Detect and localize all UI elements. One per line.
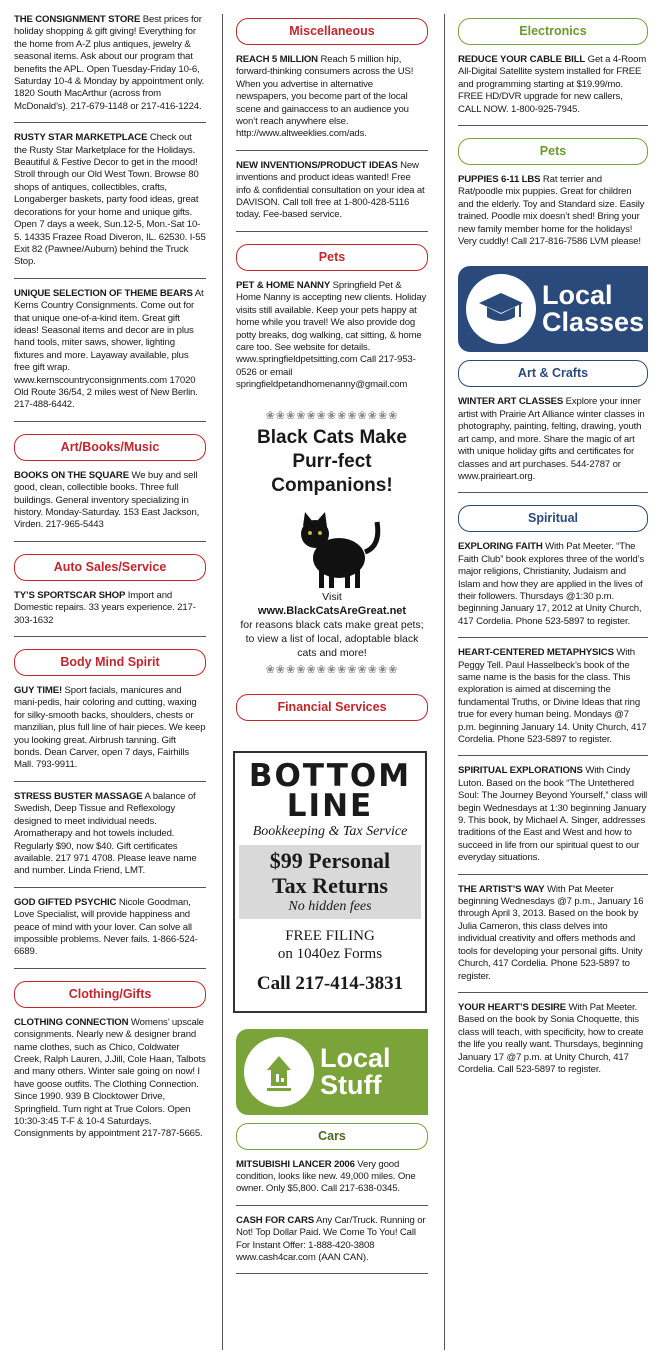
column-divider — [222, 14, 223, 1350]
section-header-art-books-music: Art/Books/Music — [14, 434, 206, 461]
classified-ad: CLOTHING CONNECTION Womens’ upscale consignments. Nearly new & designer brand name clothes, such as Chico, Coldwater Creek, Ralph Lauren, J.Jill, Cole Haan, Talbots and many others. Winter sale going on now! I have goose outfits. The Clothing Connection. Since 1990. 939 B Clocktower Drive, Springfield. Turn right at True Colors. Open 10:30-3:45 T-F & 10-4 Saturdays. Consignments by appointment 217-787-5665. — [14, 1016, 206, 1140]
classified-ad: NEW INVENTIONS/PRODUCT IDEAS New inventions and product ideas wanted! Free info & confidential consultation on your idea at DAVISON. Call toll free at 1-800-428-5116 today. Fee-based service. — [236, 160, 428, 232]
local-classes-title: Local — [542, 280, 613, 311]
local-stuff-banner — [236, 1029, 428, 1115]
classified-ad: CASH FOR CARS Any Car/Truck. Running or Not! Top Dollar Paid. We Come To You! Call For Instant Offer: 1-888-420-3808 www.cash4car.com (AAN CAN). — [236, 1215, 428, 1275]
section-header-pets: Pets — [458, 138, 648, 165]
classified-ad: GOD GIFTED PSYCHIC Nicole Goodman, Love Specialist, will provide happiness and peace of mind with your lover. Can solve all impossible problems. Never fails. 1-866-524-6689. — [14, 897, 206, 969]
section-header-auto-sales: Auto Sales/Service — [14, 554, 206, 581]
column-2 — [236, 14, 428, 1283]
lamp-icon — [244, 1037, 314, 1107]
classified-ad: WINTER ART CLASSES Explore your inner artist with Prairie Art Alliance winter classes in photography, painting, felting, drawing, youth art camp, and more. Share the magic of art with unique holiday gifts and certificates for classes and art purchases. 544-2787 or www.prairieart.org. — [458, 396, 648, 493]
free-filing: FREE FILING — [285, 927, 375, 944]
cat-ad-headline: Black Cats Make Purr-fect Companions! — [257, 426, 407, 496]
no-fees: No hidden fees — [288, 898, 372, 914]
classified-ad: YOUR HEART’S DESIRE With Pat Meeter. Based on the book by Sonia Choquette, this class will teach, with specificity, how to create the life you really want. Thursdays, beginning January 17 @7 p.m. at Unity Church, 417 Cordelia. Call 523-5897 to register. — [458, 1001, 644, 1075]
classified-ad: PUPPIES 6-11 LBS Rat terrier and Rat/poodle mix puppies. Great for children and the elderly. Toy and Standard size. Easily trained. Poodle mix doesn’t shed! Bring your new family member home for the holidays! Very cuddly! Call 217-816-7586 LVM please! — [458, 174, 645, 248]
classified-ad: BOOKS ON THE SQUARE We buy and sell good, clean, collectible books. Three full buildings. General inventory specializing in history. Monday-Saturday. 153 East Jackson, Virden. 217-965-5443 — [14, 470, 206, 542]
classified-ad: MITSUBISHI LANCER 2006 Very good condition, looks like new. 49,000 miles. One owner. Only $5,800. Call 217-638-0345. — [236, 1159, 428, 1206]
cat-ad-visit: Visit — [322, 590, 342, 603]
section-header-cars: Cars — [236, 1123, 428, 1150]
black-cat-icon — [277, 500, 387, 590]
classified-ad: RUSTY STAR MARKETPLACE Check out the Rusty Star Marketplace for the Holidays. Beautiful & Festive Decor to get in the mood! Stroll through our Old West Town. Browse 80 shops of antiques, collectibles, crafts, Longaberger baskets, party food ideas, great decorations for your home and unique gifts. Open 7 days a week, Sun.12-5, Mon.-Sat 10-5. 14335 Frazee Road Diveron, IL. 62530. I-55 Exit 82 (Pawnee/Auburn) behind the Truck Stop. — [14, 132, 206, 278]
tax-offer: Tax Returns — [272, 872, 388, 898]
bottom-line-phone: Call 217-414-3831 — [256, 972, 404, 994]
classified-ad: HEART-CENTERED METAPHYSICS With Peggy Tell. Paul Hasselbeck’s book of the same name is the basis for the class. This exploration is aimed at discerning the fundamental Truths, or Divine Ideas that ring true for every human being. Mondays @7 p.m. beginning January 14. Unity Church, 417 Cordelia. Phone 523-5897 to register. — [458, 647, 648, 756]
classified-ad: REACH 5 MILLION Reach 5 million hip, forward-thinking consumers across the US! When you advertise in alternative newspapers, you become part of the local scene and gainaccess to an audience you won’t reach anywhere else. http://www.altweeklies.com/ads. — [236, 54, 428, 151]
classified-ad: THE ARTIST’S WAY With Pat Meeter beginning Wednesdays @7 p.m., January 16 through April 3, 2013. Based on the book by Julia Cameron, this class delves into individual creativity and offers methods and tools for developing your personal gifts. Unity Church, 417 Cordelia. Phone 523-5897 to register. — [458, 884, 648, 993]
cat-ad-url[interactable]: www.BlackCatsAreGreat.net — [257, 604, 407, 617]
section-header-financial: Financial Services — [236, 694, 428, 721]
local-stuff-title: Stuff — [320, 1069, 382, 1100]
classified-ad: TY’S SPORTSCAR SHOP Import and Domestic repairs. 33 years experience. 217-303-1632 — [14, 590, 206, 637]
local-classes-banner — [458, 266, 648, 352]
column-3 — [458, 14, 648, 1094]
classified-ad: EXPLORING FAITH With Pat Meeter. “The Faith Club” book explores three of the world’s major religions, Christianity, Judaism and Islam and how they are applied in the lives of their followers. Thursdays @1:30 p.m. beginning January 17, 2012 at Unity Church, 417 Cordelia. Phone 523-5897 to register. — [458, 541, 648, 638]
section-header-clothing-gifts: Clothing/Gifts — [14, 981, 206, 1008]
section-header-art-crafts: Art & Crafts — [458, 360, 648, 387]
classified-ad: REDUCE YOUR CABLE BILL Get a 4-Room All-Digital Satellite system installed for FREE and programming starting at $19.99/mo. FREE HD/DVR upgrade for new callers, CALL NOW. 1-800-925-7945. — [458, 54, 648, 126]
section-header-electronics: Electronics — [458, 18, 648, 45]
classified-ad: GUY TIME! Sport facials, manicures and mani-pedis, hair coloring and cutting, waxing for silky-smooth backs, shoulders, chests or manzilian, plus full line of hair pieces. We keep you looking great. Airbrush tanning. Gift bonds. Dean Carver, open 7 days, Fairhills Mall. 793-9911. — [14, 685, 206, 782]
cat-ad-text: for reasons black cats make great pets; to view a list of local, adoptable black cats and more! — [240, 618, 424, 659]
classified-ad: STRESS BUSTER MASSAGE A balance of Swedish, Deep Tissue and Reflexology designed to meet individual needs. Aromatherapy and hot towels included. Regularly $90, now $40. Gift certificates available. 217 971 4708. Please leave name and number. Linda Friend, LMT. — [14, 791, 206, 888]
local-stuff-title: Local — [320, 1042, 391, 1073]
section-header-pets: Pets — [236, 244, 428, 271]
section-header-body-mind-spirit: Body Mind Spirit — [14, 649, 206, 676]
paw-print-border-icon: ❀❀❀❀❀❀❀❀❀❀❀❀❀ — [265, 663, 399, 676]
paw-print-border-icon: ❀❀❀❀❀❀❀❀❀❀❀❀❀ — [265, 409, 399, 422]
free-filing: on 1040ez Forms — [277, 945, 383, 962]
local-classes-title: Classes — [542, 307, 645, 338]
tax-offer: $99 Personal — [269, 847, 391, 873]
section-header-spiritual: Spiritual — [458, 505, 648, 532]
black-cats-display-ad — [239, 410, 425, 676]
section-header-miscellaneous: Miscellaneous — [236, 18, 428, 45]
bottom-line-logo: BOTTOM — [248, 757, 412, 794]
classified-ad: THE CONSIGNMENT STORE Best prices for holiday shopping & gift giving! Everything for the home from A-Z plus antiques, jewelry & seasonal items. Ask about our program that benefits the APL. Open Tuesday-Friday 10-6, Saturday 10-4 & Monday by appointment only. 1820 South MacArthur (across from McDonald’s). 217-679-1148 or 217-416-1224. — [14, 14, 206, 123]
classified-ad: UNIQUE SELECTION OF THEME BEARS At Kerns Country Consignments. Come out for that unique one-of-a-kind item. Great gift ideas! Seasonal items and decor are in plus hand tools, miter saws, shower, lighting fixtures and more. Layaway available, plus free gift wrap. www.kernscountryconsignments.com 17020 Old Route 36/54, 2 miles west of New Berlin. 217-488-6442. — [14, 288, 206, 422]
graduation-cap-icon — [466, 274, 536, 344]
classified-ad: PET & HOME NANNY Springfield Pet & Home Nanny is accepting new clients. Holiday visits still available. Keep your pets happy at home while you travel! We also provide dog potty breaks, dog walking, cat sitting, & home care too. See website for details. www.springfieldpetsitting.com Call 217-953-0526 or email springfieldpetandhomenanny@gmail.com — [236, 279, 427, 391]
column-1 — [14, 14, 206, 1159]
bottom-line-logo: LINE — [286, 787, 374, 824]
bottom-line-display-ad — [233, 751, 427, 1013]
bottom-line-subtitle: Bookkeeping & Tax Service — [252, 823, 408, 839]
classified-ad: SPIRITUAL EXPLORATIONS With Cindy Luton. Based on the book “The Untethered Soul: The Journey Beyond Yourself,” class will begin Wednesdays at 1:30 beginning January 9. This book, by Michael A. Singer, addresses traditions of the East and West and how to succeed in life from our spiritual quest to our everyday situations. — [458, 765, 648, 874]
column-divider — [444, 14, 445, 1350]
